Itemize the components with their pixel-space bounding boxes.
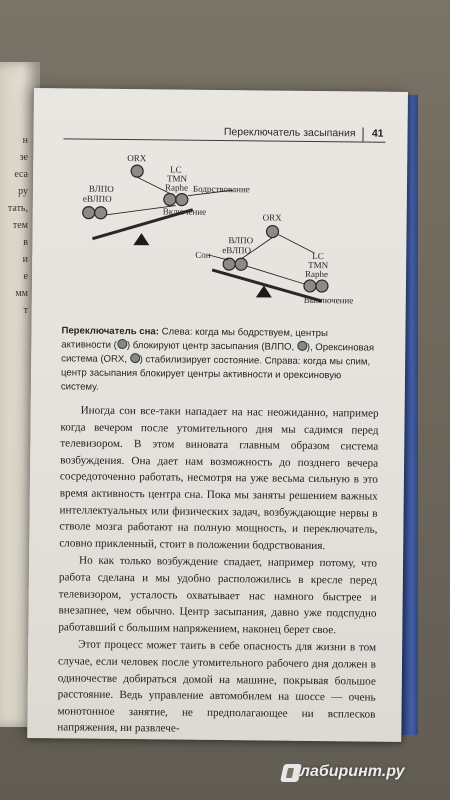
left-fragment: еса <box>14 169 28 180</box>
right-raphe-label: Raphe <box>305 268 329 280</box>
left-state-label: Бодрствование <box>192 183 250 195</box>
caption-text-1: Слева: когда мы бодрствуем, центры активности ( <box>61 326 328 351</box>
gray-circle-icon <box>130 353 140 363</box>
left-fragment: н <box>22 135 28 146</box>
right-seesaw <box>195 212 354 306</box>
left-fragment: т <box>23 305 28 316</box>
body-text <box>57 402 378 739</box>
left-fragment: мм <box>15 288 28 299</box>
watermark: лабиринт.ру <box>300 763 405 780</box>
caption-text-4: ) стабилизирует состояние. Справа: когда мы спим, центр засыпания блокирует центры активности и орексиновую систему. <box>60 354 371 393</box>
left-orx-node <box>131 165 143 177</box>
right-tmn-label: TMN <box>308 259 329 271</box>
right-orx-link <box>278 235 314 253</box>
left-fragment: и <box>22 254 28 265</box>
gray-circle-icon <box>117 339 127 349</box>
right-vlpo-node-2 <box>235 258 247 270</box>
left-fragment: тать, <box>7 203 28 214</box>
left-arousal-node-2 <box>176 194 188 206</box>
left-fragment: ру <box>18 186 28 197</box>
right-lc-label: LC <box>312 250 324 262</box>
book-page <box>27 88 408 742</box>
right-evlpo-label: еВЛПО <box>222 245 252 256</box>
sleep-switch-diagram <box>32 138 408 327</box>
left-fragment: тем <box>12 220 28 231</box>
left-evlpo-label: еВЛПО <box>82 193 112 204</box>
left-fragment: е <box>23 271 28 282</box>
left-fulcrum <box>133 233 149 245</box>
left-seesaw <box>82 153 250 247</box>
left-vlpo-label: ВЛПО <box>88 183 114 194</box>
page-number: 41 <box>371 127 384 140</box>
left-orx-label: ORX <box>127 153 147 164</box>
right-orx-label: ORX <box>262 212 282 223</box>
figure-caption <box>61 324 380 397</box>
caption-title: Переключатель сна: <box>61 325 160 338</box>
caption-text-3: ), Орексиновая система (ORX, <box>61 341 375 366</box>
paragraph-3: Этот процесс может таить в себе опасность для жизни в том случае, если человек после утомительного рабочего дня должен в одиночестве добираться домой на машине, покрывая большое расстояние. Ведь управление автомобилем на шоссе — очень монотонное занятие, не предполагающее ни всплесков напряжения, ни развлече- <box>57 638 377 735</box>
left-raphe-label: Raphe <box>164 182 189 193</box>
right-vlpo-label: ВЛПО <box>228 235 254 246</box>
left-lc-label: LC <box>170 164 182 175</box>
running-head-separator <box>362 127 363 141</box>
paragraph-2: Но как только возбуждение спадает, например потому, что работа сделана и мы удобно расположились в кресле перед телевизором, усталость охватывает нас намного быстрее и внезапнее, чем обычно. Центр засыпания, давно уже подспудно работавший с большим напряжением, наконец берет свое. <box>58 554 378 636</box>
right-arousal-node-2 <box>316 280 328 292</box>
left-vlpo-node-1 <box>83 207 95 219</box>
right-switch-label: Выключение <box>303 294 354 306</box>
labirint-logo-icon <box>280 764 302 782</box>
left-arousal-node-1 <box>164 193 176 205</box>
right-son-line <box>208 255 228 260</box>
left-fragment: в <box>23 237 28 248</box>
caption-text-2: ) блокируют центр засыпания (ВЛПО, <box>126 340 297 353</box>
left-switch-label: Включение <box>162 206 207 217</box>
right-son-label: Сон <box>195 249 211 260</box>
right-arousal-node-1 <box>304 280 316 292</box>
gray-circle-icon <box>297 341 307 351</box>
paragraph-1: Иногда сон все-таки нападает на нас неожиданно, например когда вечером после утомительного дня мы садимся перед телевизором. В этом виновата главным образом система возбуждения. Она дает нам возможность до позднего вечера сосредоточенно работать, несмотря на уже весьма сильную в это время активность центра сна. Пока мы заняты решением важных интеллектуальных или физических задач, возбуждающие нервы в стволе мозга работают на полную мощность, и переключатель, словно прикленный, стоит в положении бодрствования. <box>59 404 379 552</box>
left-vlpo-node-2 <box>95 207 107 219</box>
right-vlpo-node-1 <box>223 258 235 270</box>
left-tmn-label: TMN <box>167 173 188 184</box>
running-head-title: Переключатель засыпания <box>223 126 356 140</box>
right-orx-node <box>266 225 278 237</box>
left-fragment: зе <box>19 152 28 163</box>
left-page-text <box>0 132 28 319</box>
